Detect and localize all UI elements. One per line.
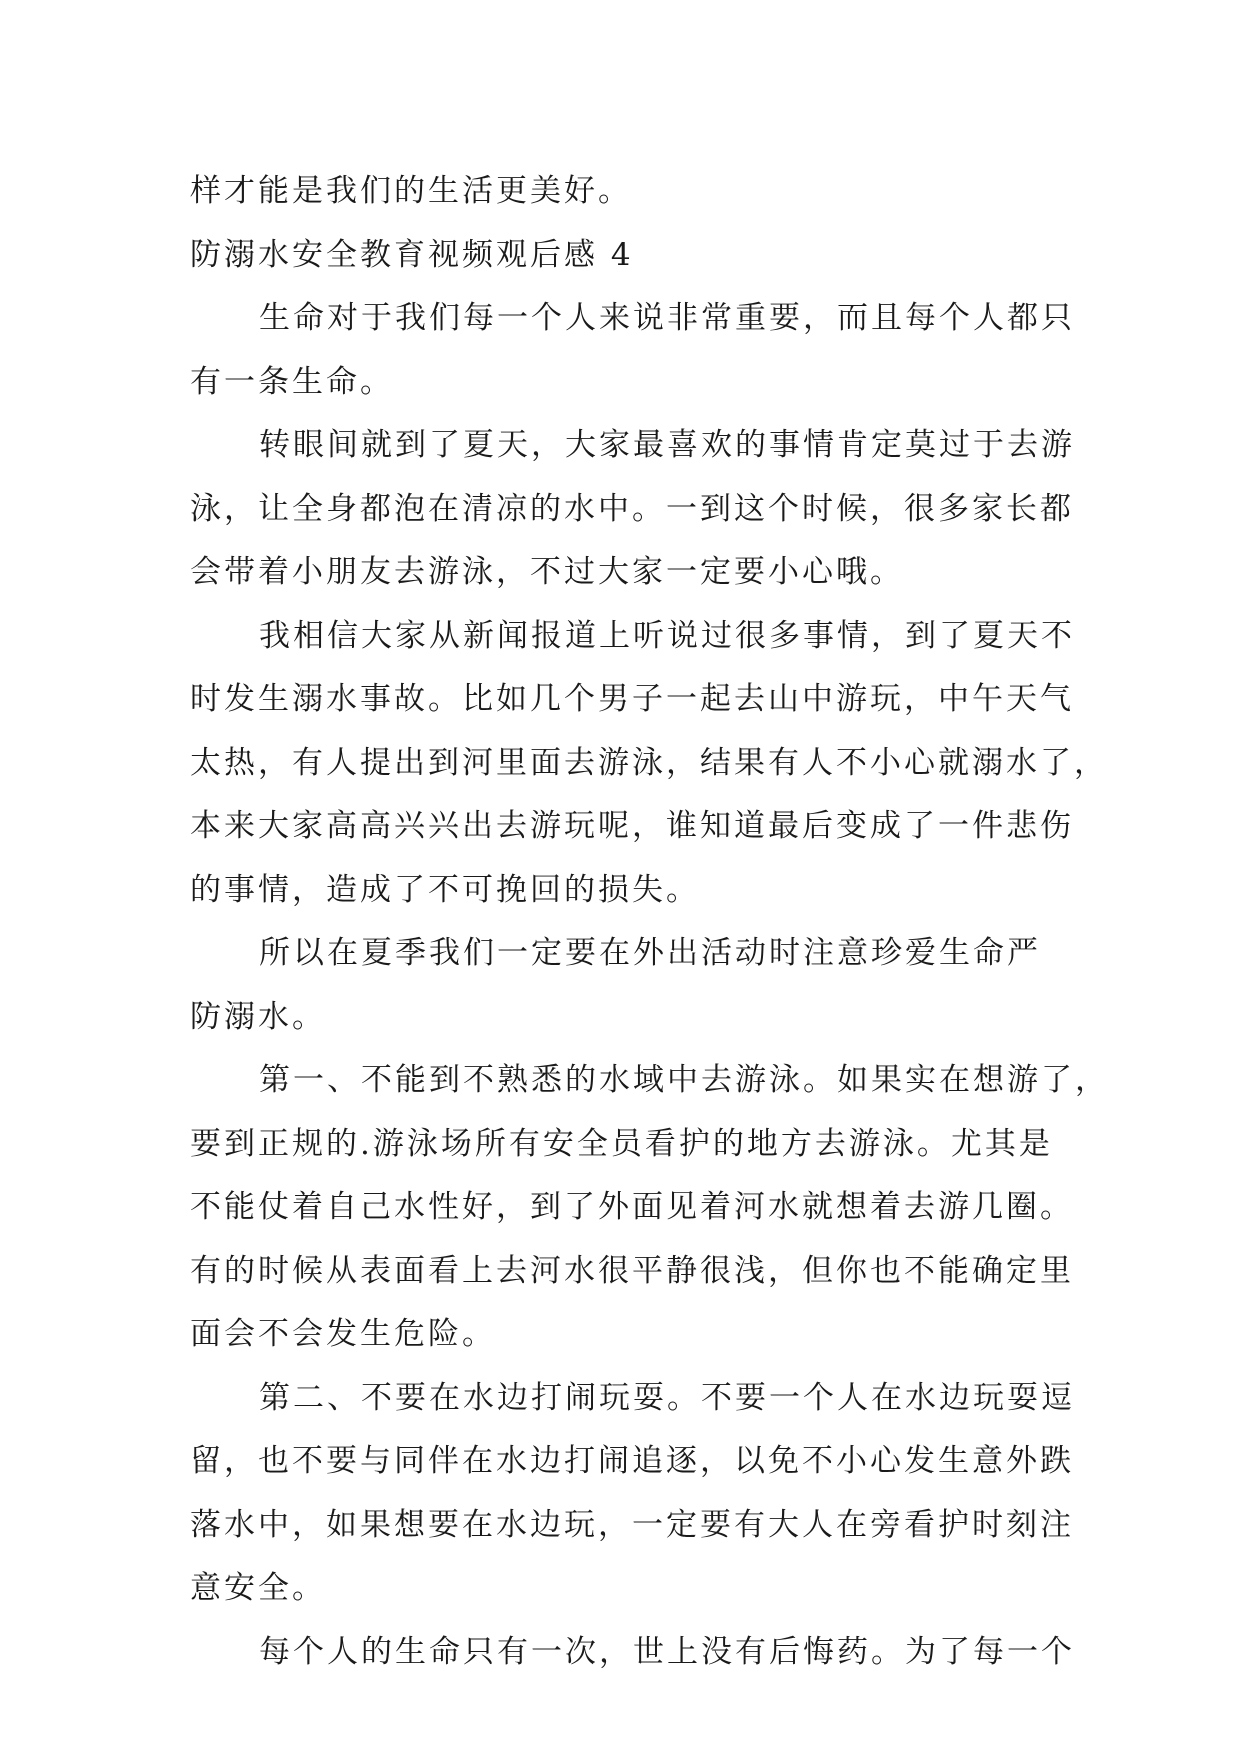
text-line: 有一条生命。 [190, 363, 394, 400]
text-line: 留，也不要与同伴在水边打闹追逐，以免不小心发生意外跌 [190, 1443, 1074, 1479]
text-line: 所以在夏季我们一定要在外出活动时注意珍爱生命严 [259, 935, 1041, 971]
text-line: 落水中，如果想要在水边玩，一定要有大人在旁看护时刻注 [190, 1506, 1074, 1543]
text-line: 生命对于我们每一个人来说非常重要，而且每个人都只 [259, 300, 1075, 336]
document-page [190, 160, 1109, 1684]
text-line: 时发生溺水事故。比如几个男子一起去山中游玩，中午天气 [190, 681, 1074, 717]
text-line: 每个人的生命只有一次，世上没有后悔药。为了每一个 [259, 1633, 1075, 1670]
text-line: 面会不会发生危险。 [190, 1316, 496, 1352]
text-line: 第二、不要在水边打闹玩耍。不要一个人在水边玩耍逗 [259, 1379, 1075, 1416]
text-line: 太热，有人提出到河里面去游泳，结果有人不小心就溺水了， [190, 744, 1108, 781]
text-line: 泳，让全身都泡在清凉的水中。一到这个时候，很多家长都 [190, 490, 1074, 527]
section-title: 防溺水安全教育视频观后感 4 [190, 236, 634, 273]
text-line: 的事情，造成了不可挽回的损失。 [190, 871, 700, 908]
text-line: 本来大家高高兴兴出去游玩呢，谁知道最后变成了一件悲伤 [190, 808, 1074, 844]
text-line: 不能仗着自己水性好，到了外面见着河水就想着去游几圈。 [190, 1189, 1074, 1225]
text-line: 要到正规的.游泳场所有安全员看护的地方去游泳。尤其是 [190, 1125, 1053, 1162]
text-line: 我相信大家从新闻报道上听说过很多事情，到了夏天不 [259, 617, 1075, 654]
text-line: 第一、不能到不熟悉的水域中去游泳。如果实在想游了， [259, 1062, 1109, 1098]
text-line: 转眼间就到了夏天，大家最喜欢的事情肯定莫过于去游 [259, 427, 1075, 463]
text-line: 防溺水。 [190, 998, 326, 1035]
text-line: 样才能是我们的生活更美好。 [190, 173, 632, 209]
text-line: 意安全。 [190, 1570, 326, 1606]
text-line: 有的时候从表面看上去河水很平静很浅，但你也不能确定里 [190, 1252, 1074, 1289]
text-line: 会带着小朋友去游泳，不过大家一定要小心哦。 [190, 554, 904, 590]
